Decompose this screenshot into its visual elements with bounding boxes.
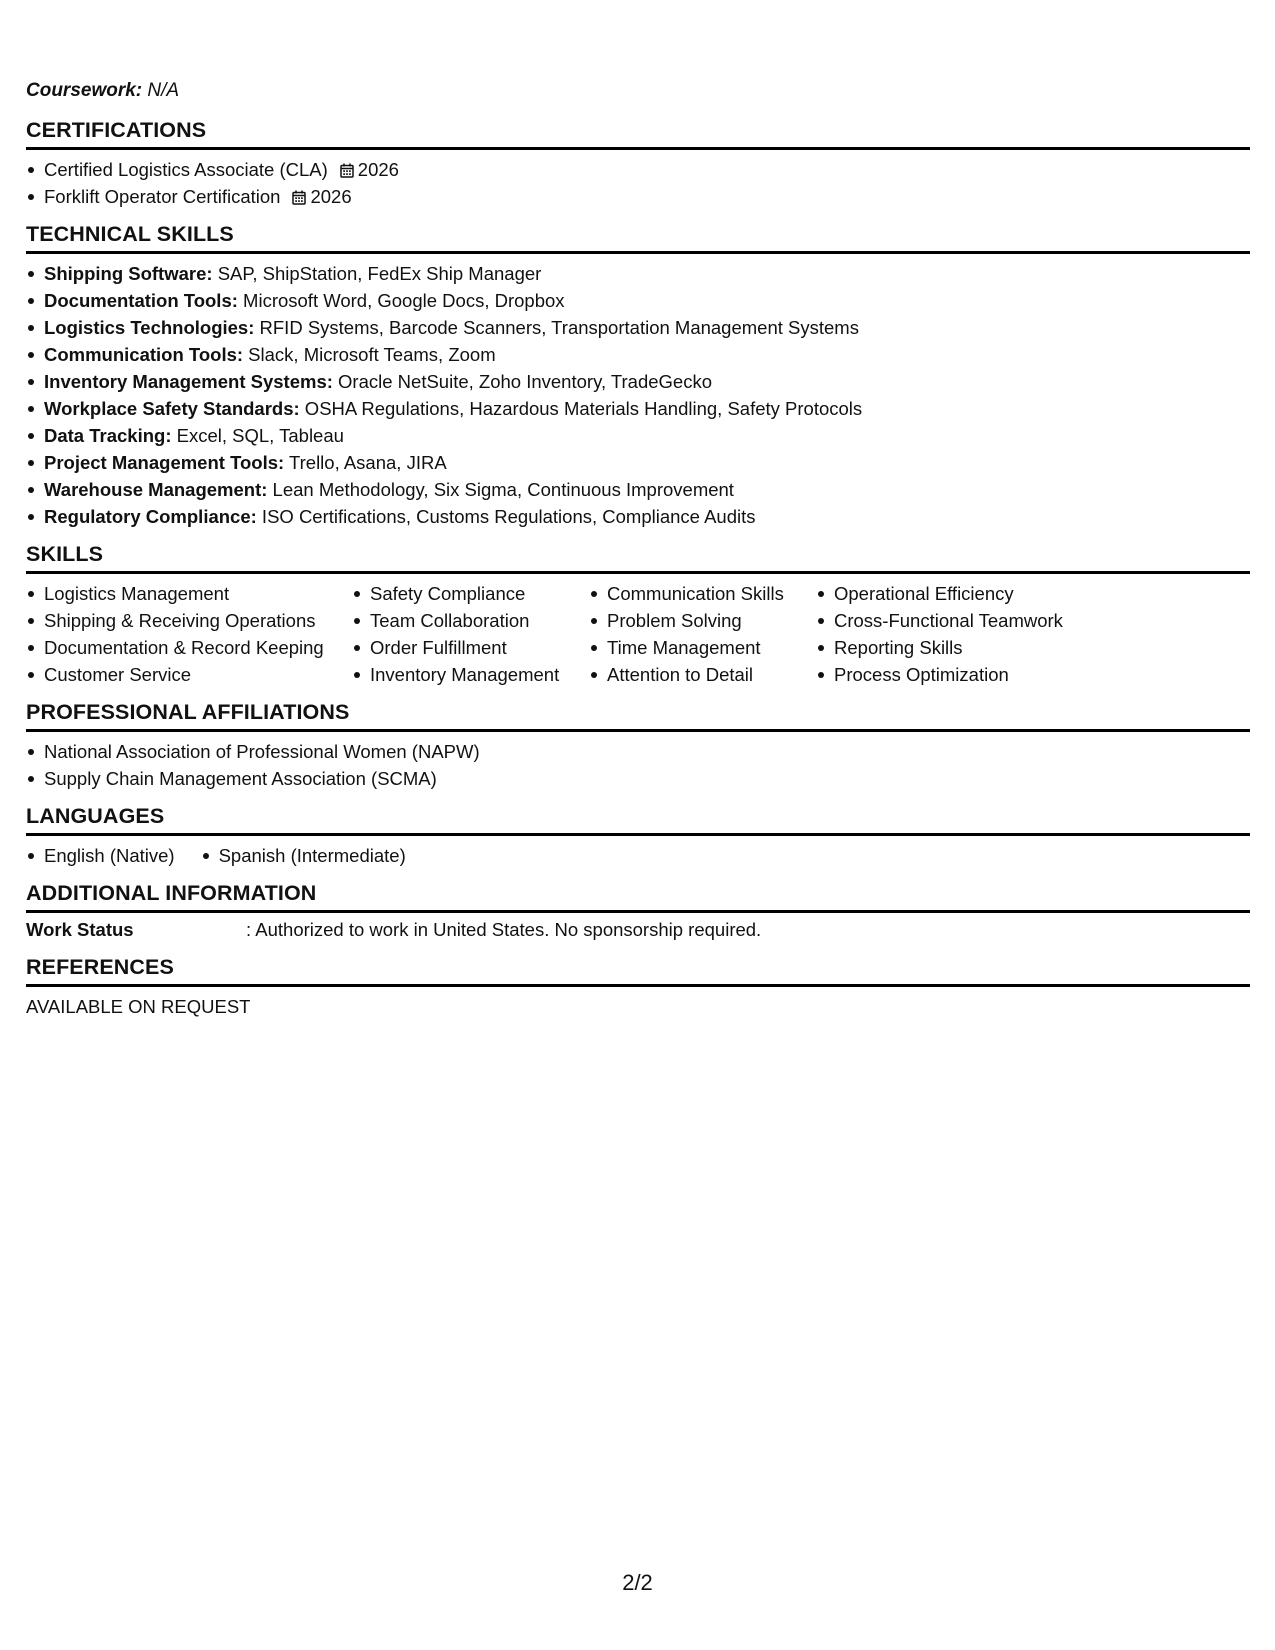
coursework-line bbox=[26, 78, 1250, 104]
technical-skill-item bbox=[26, 395, 1250, 422]
skill-item: Customer Service bbox=[26, 661, 352, 688]
skill-item: Reporting Skills bbox=[816, 634, 1116, 661]
technical-skill-label: Workplace Safety Standards: bbox=[44, 398, 300, 419]
technical-skill-item bbox=[26, 503, 1250, 530]
certifications-list bbox=[26, 156, 1250, 210]
additional-info-heading: ADDITIONAL INFORMATION bbox=[26, 879, 1250, 913]
page-number: 2/2 bbox=[622, 1570, 653, 1595]
technical-skill-value: RFID Systems, Barcode Scanners, Transportation Management Systems bbox=[254, 317, 859, 338]
certifications-heading: CERTIFICATIONS bbox=[26, 116, 1250, 150]
certification-name: Forklift Operator Certification bbox=[44, 186, 281, 207]
skill-item: Cross-Functional Teamwork bbox=[816, 607, 1116, 634]
resume-page bbox=[26, 78, 1250, 1030]
skill-item: Problem Solving bbox=[589, 607, 816, 634]
skills-column bbox=[816, 580, 1116, 688]
skills-column bbox=[352, 580, 589, 688]
technical-skill-value: OSHA Regulations, Hazardous Materials Handling, Safety Protocols bbox=[299, 398, 863, 419]
technical-skill-label: Communication Tools: bbox=[44, 344, 244, 365]
technical-skill-item bbox=[26, 368, 1250, 395]
technical-skill-label: Documentation Tools: bbox=[44, 290, 238, 311]
certification-item bbox=[26, 183, 1250, 210]
technical-skill-label: Shipping Software: bbox=[44, 263, 213, 284]
technical-skill-value: ISO Certifications, Customs Regulations, Compliance Audits bbox=[256, 506, 756, 527]
certification-year: 2026 bbox=[357, 159, 399, 180]
technical-skill-value: Slack, Microsoft Teams, Zoom bbox=[243, 344, 496, 365]
references-section bbox=[26, 953, 1250, 1020]
technical-skill-label: Warehouse Management: bbox=[44, 479, 268, 500]
technical-skill-label: Logistics Technologies: bbox=[44, 317, 255, 338]
affiliation-item: National Association of Professional Women (NAPW) bbox=[26, 738, 1250, 765]
certification-item bbox=[26, 156, 1250, 183]
technical-skill-item bbox=[26, 314, 1250, 341]
skills-section bbox=[26, 540, 1250, 688]
additional-info-section bbox=[26, 879, 1250, 943]
languages-section bbox=[26, 802, 1250, 869]
affiliations-list bbox=[26, 738, 1250, 792]
work-status-value: : Authorized to work in United States. No sponsorship required. bbox=[246, 919, 762, 940]
technical-skill-item bbox=[26, 260, 1250, 287]
certification-name: Certified Logistics Associate (CLA) bbox=[44, 159, 328, 180]
skill-item: Time Management bbox=[589, 634, 816, 661]
work-status-row bbox=[26, 916, 1250, 943]
skills-heading: SKILLS bbox=[26, 540, 1250, 574]
calendar-icon bbox=[292, 190, 306, 205]
technical-skill-label: Regulatory Compliance: bbox=[44, 506, 257, 527]
skill-item: Operational Efficiency bbox=[816, 580, 1116, 607]
languages-heading: LANGUAGES bbox=[26, 802, 1250, 836]
affiliation-item: Supply Chain Management Association (SCMA) bbox=[26, 765, 1250, 792]
technical-skill-value: Oracle NetSuite, Zoho Inventory, TradeGecko bbox=[332, 371, 712, 392]
language-item: English (Native) bbox=[26, 842, 175, 869]
languages-list bbox=[26, 842, 432, 869]
technical-skill-item bbox=[26, 476, 1250, 503]
technical-skills-section bbox=[26, 220, 1250, 530]
skills-column bbox=[26, 580, 352, 688]
technical-skill-item bbox=[26, 422, 1250, 449]
technical-skill-value: SAP, ShipStation, FedEx Ship Manager bbox=[212, 263, 542, 284]
skill-item: Process Optimization bbox=[816, 661, 1116, 688]
references-heading: REFERENCES bbox=[26, 953, 1250, 987]
technical-skill-label: Project Management Tools: bbox=[44, 452, 285, 473]
skill-item: Safety Compliance bbox=[352, 580, 589, 607]
technical-skills-heading: TECHNICAL SKILLS bbox=[26, 220, 1250, 254]
language-item: Spanish (Intermediate) bbox=[201, 842, 406, 869]
technical-skills-list bbox=[26, 260, 1250, 530]
skill-item: Communication Skills bbox=[589, 580, 816, 607]
technical-skill-item bbox=[26, 341, 1250, 368]
skill-item: Team Collaboration bbox=[352, 607, 589, 634]
technical-skill-value: Microsoft Word, Google Docs, Dropbox bbox=[237, 290, 565, 311]
technical-skill-item bbox=[26, 449, 1250, 476]
skill-item: Logistics Management bbox=[26, 580, 352, 607]
affiliations-heading: PROFESSIONAL AFFILIATIONS bbox=[26, 698, 1250, 732]
work-status-label: Work Status bbox=[26, 919, 134, 940]
coursework-value: N/A bbox=[142, 80, 180, 101]
skills-grid bbox=[26, 580, 1250, 688]
certification-year: 2026 bbox=[310, 186, 352, 207]
skills-column bbox=[589, 580, 816, 688]
coursework-label: Coursework: bbox=[26, 80, 143, 101]
technical-skill-item bbox=[26, 287, 1250, 314]
technical-skill-value: Excel, SQL, Tableau bbox=[171, 425, 344, 446]
affiliations-section bbox=[26, 698, 1250, 792]
technical-skill-label: Inventory Management Systems: bbox=[44, 371, 333, 392]
skill-item: Order Fulfillment bbox=[352, 634, 589, 661]
references-text: AVAILABLE ON REQUEST bbox=[26, 996, 251, 1017]
skill-item: Documentation & Record Keeping bbox=[26, 634, 352, 661]
technical-skill-value: Trello, Asana, JIRA bbox=[284, 452, 447, 473]
skill-item: Shipping & Receiving Operations bbox=[26, 607, 352, 634]
technical-skill-label: Data Tracking: bbox=[44, 425, 172, 446]
skill-item: Attention to Detail bbox=[589, 661, 816, 688]
skill-item: Inventory Management bbox=[352, 661, 589, 688]
technical-skill-value: Lean Methodology, Six Sigma, Continuous Improvement bbox=[267, 479, 734, 500]
calendar-icon bbox=[340, 163, 354, 178]
certifications-section bbox=[26, 116, 1250, 210]
languages-row bbox=[26, 842, 1250, 869]
